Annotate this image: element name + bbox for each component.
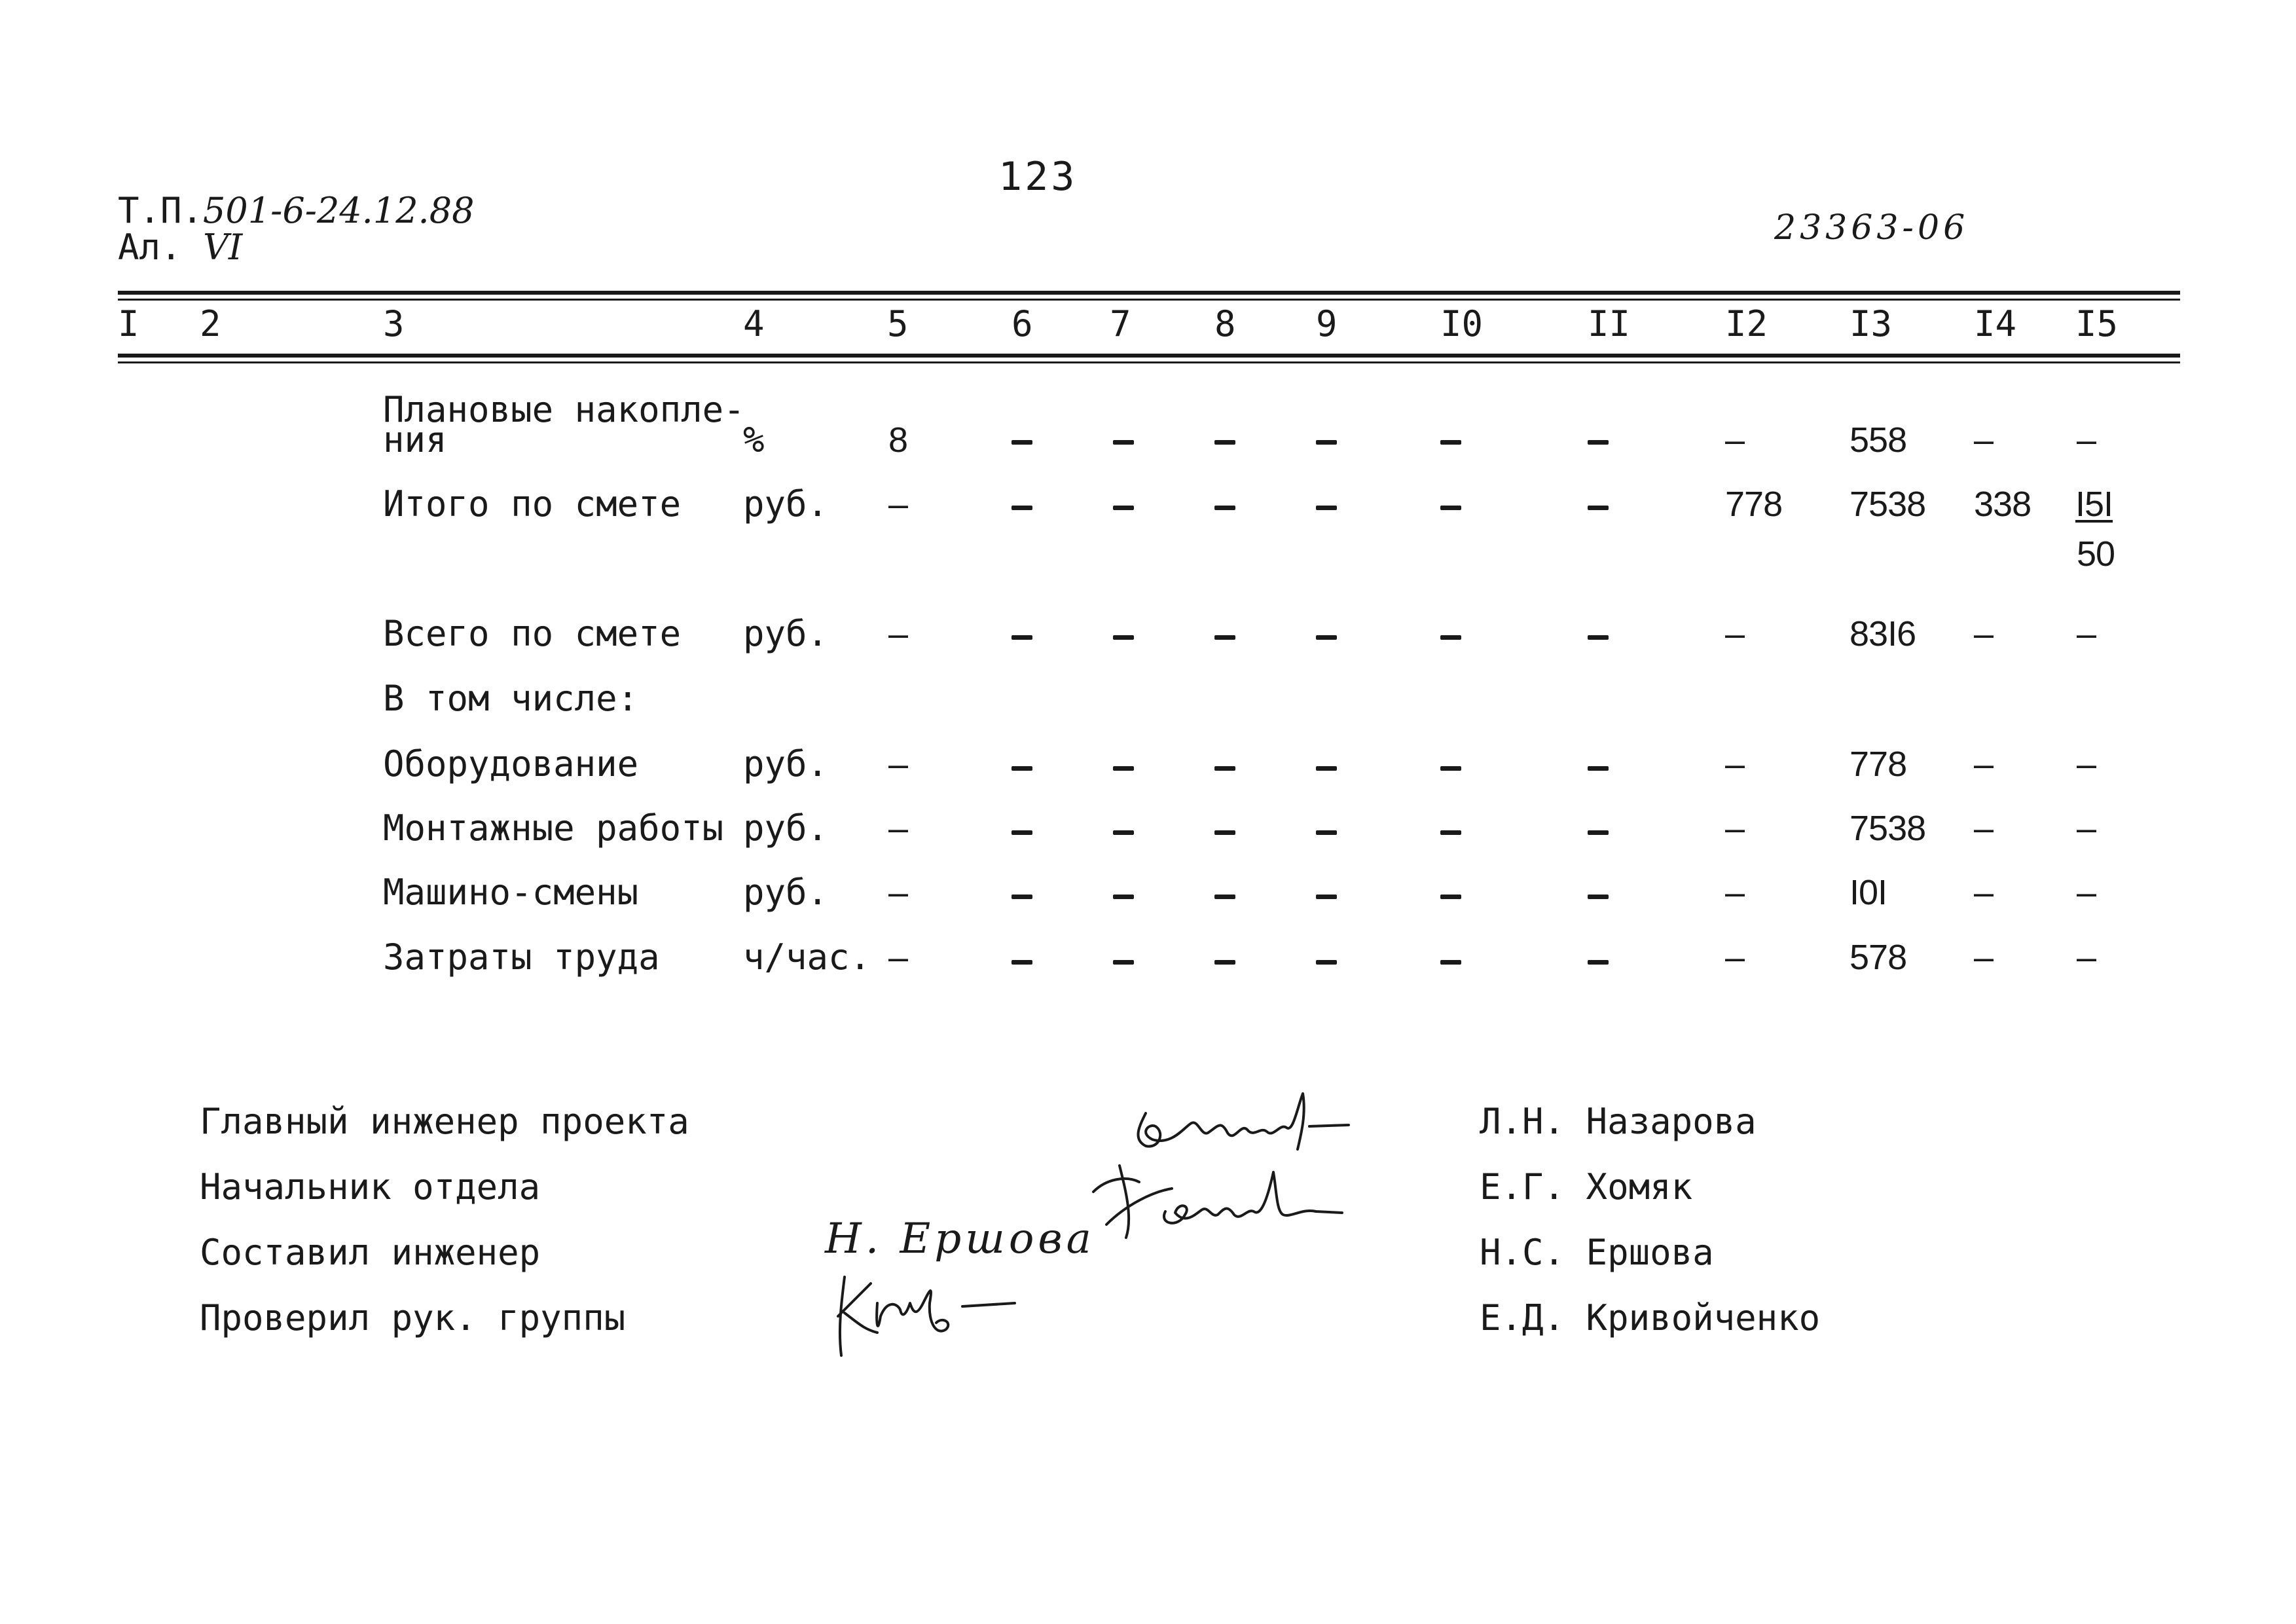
empty-dash (1440, 635, 1461, 640)
empty-dash (1011, 895, 1032, 899)
cell-col15: – (2077, 873, 2096, 912)
column-header: 5 (887, 303, 909, 344)
empty-dash (1214, 635, 1235, 640)
row-unit: руб. (743, 613, 829, 654)
cell-col13: 578 (1850, 938, 1907, 977)
empty-dash (1316, 506, 1337, 510)
cell-col14: – (1974, 938, 1994, 977)
row-unit: руб. (743, 807, 829, 849)
album-handwritten: VI (203, 227, 243, 268)
empty-dash (1440, 506, 1461, 510)
cell-col14: – (1974, 809, 1994, 848)
column-header: 2 (200, 303, 221, 344)
empty-dash (1440, 960, 1461, 965)
cell-col12: – (1725, 809, 1745, 848)
empty-dash (1113, 895, 1134, 899)
row-label: Машино-смены (383, 872, 639, 913)
cell-col5: – (888, 745, 908, 784)
cell-col12: – (1725, 938, 1745, 977)
column-header: I5 (2075, 303, 2119, 344)
column-header: 7 (1110, 303, 1131, 344)
cell-col12: – (1725, 745, 1745, 784)
column-header: I (118, 303, 139, 344)
cell-col13: 558 (1850, 420, 1907, 460)
empty-dash (1440, 830, 1461, 835)
column-header: 8 (1214, 303, 1236, 344)
empty-dash (1316, 440, 1337, 445)
empty-dash (1440, 440, 1461, 445)
cell-col14: 338 (1974, 485, 2032, 524)
cell-col14: – (1974, 745, 1994, 784)
empty-dash (1588, 960, 1609, 965)
empty-dash (1588, 635, 1609, 640)
empty-dash (1011, 506, 1032, 510)
cell-col5: – (888, 938, 908, 977)
table-top-rule-2 (118, 299, 2180, 301)
row-unit: руб. (743, 743, 829, 784)
empty-dash (1113, 440, 1134, 445)
column-header: II (1588, 303, 1631, 344)
signer-name: Н.С. Ершова (1480, 1232, 1714, 1273)
empty-dash (1214, 506, 1235, 510)
cell-col12: 778 (1725, 485, 1783, 524)
cell-col15: – (2077, 809, 2096, 848)
cell-col15-denominator: 50 (2077, 534, 2115, 574)
column-header: I0 (1440, 303, 1484, 344)
empty-dash (1011, 766, 1032, 771)
empty-dash (1440, 766, 1461, 771)
cell-col15: – (2077, 938, 2096, 977)
cell-col13: 7538 (1850, 809, 1926, 848)
empty-dash (1214, 766, 1235, 771)
row-label: Монтажные работы (383, 807, 724, 849)
column-header: I2 (1725, 303, 1768, 344)
signer-role: Начальник отдела (200, 1166, 541, 1208)
signer-role: Главный инженер проекта (200, 1101, 689, 1142)
empty-dash (1316, 895, 1337, 899)
empty-dash (1011, 635, 1032, 640)
cell-col15: – (2077, 420, 2096, 460)
row-label: Итого по смете (383, 483, 682, 525)
empty-dash (1214, 830, 1235, 835)
column-header: 4 (743, 303, 765, 344)
empty-dash (1588, 440, 1609, 445)
signature-khomyak (1080, 1153, 1355, 1251)
empty-dash (1011, 830, 1032, 835)
empty-dash (1214, 440, 1235, 445)
album-number (118, 228, 242, 267)
signer-name: Л.Н. Назарова (1480, 1101, 1757, 1142)
empty-dash (1316, 766, 1337, 771)
signer-name: Е.Г. Хомяк (1480, 1166, 1693, 1208)
cell-col12: – (1725, 873, 1745, 912)
cell-col12: – (1725, 614, 1745, 654)
row-label: Всего по смете (383, 613, 682, 654)
page-number: 123 (998, 154, 1078, 200)
cell-col5: 8 (888, 420, 908, 460)
empty-dash (1113, 635, 1134, 640)
row-unit: руб. (743, 483, 829, 525)
table-header-rule-2 (118, 361, 2180, 363)
doc-code-handwritten: 501-6-24.12.88 (203, 190, 475, 231)
row-unit: руб. (743, 872, 829, 913)
cell-col15: – (2077, 745, 2096, 784)
empty-dash (1113, 766, 1134, 771)
row-label: В том числе: (383, 678, 639, 719)
signer-role: Проверил рук. группы (200, 1297, 626, 1338)
cell-col14: – (1974, 614, 1994, 654)
cell-col14: – (1974, 420, 1994, 460)
empty-dash (1316, 830, 1337, 835)
empty-dash (1113, 506, 1134, 510)
row-label: Оборудование (383, 743, 639, 784)
cell-col13: 778 (1850, 745, 1907, 784)
empty-dash (1011, 440, 1032, 445)
table-header-rule (118, 354, 2180, 358)
cell-col5: – (888, 873, 908, 912)
signature-krivoychenko (825, 1264, 1061, 1362)
column-header: 9 (1316, 303, 1338, 344)
cell-col12: – (1725, 420, 1745, 460)
doc-code (118, 191, 474, 231)
row-label: Плановые накопле- (383, 389, 745, 430)
cell-col14: – (1974, 873, 1994, 912)
cell-col13: 7538 (1850, 485, 1926, 524)
column-header: 3 (383, 303, 405, 344)
cell-col13: 83I6 (1850, 614, 1916, 654)
empty-dash (1214, 895, 1235, 899)
cell-col15: – (2077, 614, 2096, 654)
column-header: 6 (1011, 303, 1033, 344)
empty-dash (1316, 960, 1337, 965)
empty-dash (1440, 895, 1461, 899)
empty-dash (1113, 830, 1134, 835)
cell-col15-numerator: I5I (2075, 485, 2113, 524)
signer-role: Составил инженер (200, 1232, 541, 1273)
archive-number: 23363-06 (1774, 208, 1969, 248)
album-prefix: Ал. (118, 227, 182, 268)
cell-col5: – (888, 485, 908, 524)
table-top-rule (118, 291, 2180, 295)
row-label: Затраты труда (383, 936, 660, 978)
empty-dash (1588, 506, 1609, 510)
doc-code-prefix: Т.П. (118, 190, 204, 231)
cell-col5: – (888, 809, 908, 848)
empty-dash (1588, 830, 1609, 835)
signer-name: Е.Д. Кривойченко (1480, 1297, 1821, 1338)
empty-dash (1316, 635, 1337, 640)
cell-col5: – (888, 614, 908, 654)
row-unit: ч/час. (743, 936, 871, 978)
empty-dash (1588, 766, 1609, 771)
cell-col13: I0I (1850, 873, 1887, 912)
column-header: I3 (1850, 303, 1893, 344)
empty-dash (1588, 895, 1609, 899)
handwritten-ershova: Н. Ершова (825, 1215, 1095, 1263)
empty-dash (1011, 960, 1032, 965)
column-header: I4 (1974, 303, 2017, 344)
row-label-continued: ния (383, 419, 447, 460)
empty-dash (1214, 960, 1235, 965)
empty-dash (1113, 960, 1134, 965)
row-unit: % (743, 419, 765, 460)
signature-nazarova (1126, 1087, 1375, 1159)
